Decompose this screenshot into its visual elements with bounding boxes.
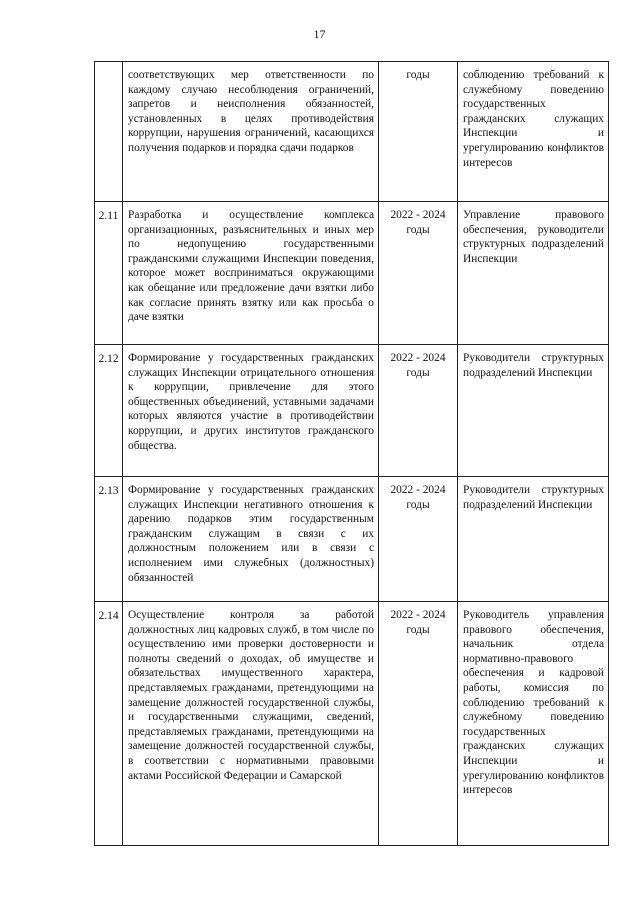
row-number: 2.11 — [95, 202, 123, 345]
responsible-text: Руководитель управления правового обеспечения, начальник отдела нормативно-правового обеспечения и кадровой работы, комиссия по соблюдению требований к служебному поведению государственных гражданских служащих Инспекции и урегулированию конфликтов интересов — [463, 609, 604, 797]
table-row — [95, 202, 609, 345]
measures-table — [94, 61, 609, 846]
measure-text: Формирование у государственных гражданских служащих Инспекции отрицательного отношения к коррупции, привлечение для этого общественных объединений, уставными задачами которых являются участие в противодействии коррупции, и других институтов гражданского общества. — [128, 352, 374, 452]
measure-cell — [123, 602, 379, 846]
period-text: 2022 - 2024 годы — [390, 484, 446, 511]
responsible-cell — [458, 477, 609, 602]
responsible-text: соблюдению требований к служебному поведению государственных гражданских служащих Инспекции и урегулированию конфликтов интересов — [463, 69, 604, 169]
measure-text: Разработка и осуществление комплекса организационных, разъяснительных и иных мер по недопущению государственными гражданскими служащими Инспекции поведения, которое может восприниматься окружающими как обещание или предложение дачи взятки либо как согласие принять взятку или как просьба о даче взятки — [128, 209, 374, 324]
responsible-cell — [458, 345, 609, 477]
measure-text: Осуществление контроля за работой должностных лиц кадровых служб, в том числе по осуществлению ими проверки достоверности и полноты сведений о доходах, об имуществе и обязательствах имущественного характера, представляемых гражданами, претендующими на замещение должностей государственной службы, и государственными служащими, сведений, представляемых гражданами, претендующими на замещение должностей государственной службы, в соответствии с нормативными правовыми актами Российской Федерации и Самарской — [128, 609, 374, 782]
measure-cell — [123, 477, 379, 602]
responsible-text: Управление правового обеспечения, руководители структурных подразделений Инспекции — [463, 209, 604, 265]
table-row — [95, 345, 609, 477]
measure-cell — [123, 62, 379, 202]
period-cell — [379, 202, 458, 345]
table-row — [95, 62, 609, 202]
period-text: 2022 - 2024 годы — [390, 609, 446, 636]
page-number: 17 — [313, 27, 326, 41]
responsible-text: Руководители структурных подразделений Инспекции — [463, 352, 604, 379]
period-cell — [379, 62, 458, 202]
table-row — [95, 477, 609, 602]
measure-text: Формирование у государственных гражданских служащих Инспекции негативного отношения к дарению подарков этим государственным гражданским служащим в связи с их должностным положением или в связи с исполнением ими служебных (должностных) обязанностей — [128, 484, 374, 584]
period-cell — [379, 477, 458, 602]
responsible-cell — [458, 202, 609, 345]
table-row — [95, 602, 609, 846]
row-number: 2.12 — [95, 345, 123, 477]
row-number: 2.14 — [95, 602, 123, 846]
period-cell — [379, 602, 458, 846]
responsible-cell — [458, 602, 609, 846]
row-number: 2.13 — [95, 477, 123, 602]
period-text: годы — [406, 69, 430, 81]
period-text: 2022 - 2024 годы — [390, 352, 446, 379]
period-cell — [379, 345, 458, 477]
row-number — [95, 62, 123, 202]
measure-cell — [123, 345, 379, 477]
period-text: 2022 - 2024 годы — [390, 209, 446, 236]
responsible-cell — [458, 62, 609, 202]
measure-cell — [123, 202, 379, 345]
measure-text: соответствующих мер ответственности по каждому случаю несоблюдения ограничений, запретов и неисполнения обязанностей, установленных в целях противодействия коррупции, нарушения ограничений, касающихся получения подарков и порядка сдачи подарков — [128, 69, 374, 154]
responsible-text: Руководители структурных подразделений Инспекции — [463, 484, 604, 511]
